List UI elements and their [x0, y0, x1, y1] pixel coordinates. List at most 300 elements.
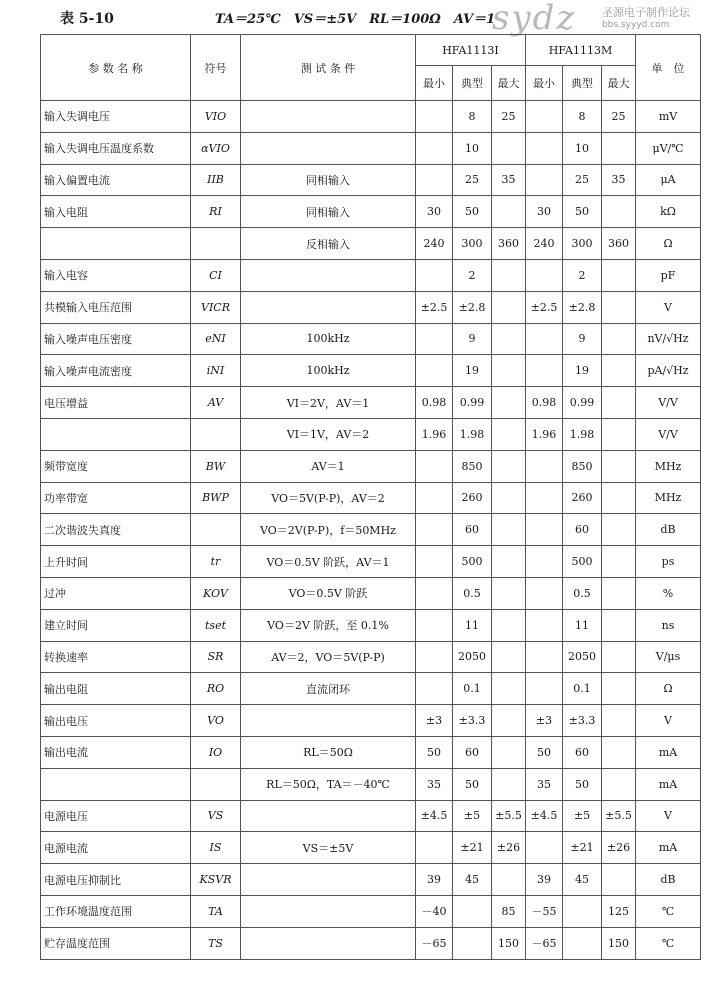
value-max-i — [492, 259, 526, 291]
value-min-m — [526, 832, 563, 864]
col-condition: 测 试 条 件 — [241, 35, 416, 101]
unit: V — [636, 705, 701, 737]
col-product-i: HFA1113I — [416, 35, 526, 66]
value-max-i — [492, 323, 526, 355]
value-max-i — [492, 482, 526, 514]
col-typ-i: 典型 — [453, 66, 492, 101]
value-min-m: 240 — [526, 228, 563, 260]
value-typ-m: 60 — [563, 514, 602, 546]
table-row — [41, 164, 701, 196]
param-name: 输入电阻 — [41, 196, 191, 228]
value-typ-i: 60 — [453, 514, 492, 546]
value-min-m — [526, 259, 563, 291]
value-max-m: 35 — [602, 164, 636, 196]
value-typ-m: 50 — [563, 196, 602, 228]
table-row — [41, 641, 701, 673]
param-name: 输入噪声电流密度 — [41, 355, 191, 387]
value-min-m — [526, 101, 563, 133]
unit: V/V — [636, 418, 701, 450]
table-row — [41, 546, 701, 578]
value-typ-i — [453, 927, 492, 959]
value-max-m — [602, 418, 636, 450]
table-row — [41, 864, 701, 896]
value-max-i — [492, 705, 526, 737]
unit: nV/√Hz — [636, 323, 701, 355]
value-typ-i: 10 — [453, 132, 492, 164]
param-name: 输入噪声电压密度 — [41, 323, 191, 355]
param-name: 输入失调电压 — [41, 101, 191, 133]
test-condition — [241, 895, 416, 927]
test-condition — [241, 864, 416, 896]
value-min-i: 39 — [416, 864, 453, 896]
unit: ns — [636, 609, 701, 641]
table-row — [41, 450, 701, 482]
test-conditions: TA＝25℃ VS＝±5V RL＝100Ω AV＝1 — [215, 12, 496, 27]
value-max-m: 360 — [602, 228, 636, 260]
value-max-m: ±26 — [602, 832, 636, 864]
value-max-m — [602, 673, 636, 705]
table-row — [41, 259, 701, 291]
value-max-m — [602, 196, 636, 228]
test-condition — [241, 800, 416, 832]
value-typ-m: 45 — [563, 864, 602, 896]
value-min-m — [526, 641, 563, 673]
param-symbol: tr — [191, 546, 241, 578]
value-min-i: －40 — [416, 895, 453, 927]
param-name: 转换速率 — [41, 641, 191, 673]
value-min-m — [526, 450, 563, 482]
value-max-m — [602, 450, 636, 482]
value-min-m — [526, 132, 563, 164]
test-condition: 100kHz — [241, 323, 416, 355]
table-row — [41, 832, 701, 864]
value-typ-m: 0.99 — [563, 387, 602, 419]
value-typ-i — [453, 895, 492, 927]
test-condition: VI＝1V，AV＝2 — [241, 418, 416, 450]
value-max-m — [602, 482, 636, 514]
value-min-i — [416, 101, 453, 133]
test-condition: VO＝0.5V 阶跃 — [241, 577, 416, 609]
value-typ-i: 300 — [453, 228, 492, 260]
value-typ-i: 9 — [453, 323, 492, 355]
table-row — [41, 418, 701, 450]
unit: kΩ — [636, 196, 701, 228]
value-min-m — [526, 577, 563, 609]
value-typ-i: 0.1 — [453, 673, 492, 705]
table-row — [41, 514, 701, 546]
param-symbol: VS — [191, 800, 241, 832]
test-condition — [241, 291, 416, 323]
value-min-m: －65 — [526, 927, 563, 959]
param-symbol: TS — [191, 927, 241, 959]
value-min-i — [416, 673, 453, 705]
value-min-m: 50 — [526, 736, 563, 768]
value-max-i — [492, 864, 526, 896]
value-min-i — [416, 514, 453, 546]
value-min-i: 240 — [416, 228, 453, 260]
value-max-m — [602, 705, 636, 737]
value-typ-i: ±2.8 — [453, 291, 492, 323]
value-typ-i: 11 — [453, 609, 492, 641]
value-typ-m: 0.5 — [563, 577, 602, 609]
value-typ-i: 260 — [453, 482, 492, 514]
value-typ-m: 2 — [563, 259, 602, 291]
header-row-products — [41, 35, 701, 66]
value-max-i: 85 — [492, 895, 526, 927]
value-typ-m: 19 — [563, 355, 602, 387]
param-symbol: BWP — [191, 482, 241, 514]
value-max-m — [602, 355, 636, 387]
table-row — [41, 196, 701, 228]
value-typ-i: 50 — [453, 196, 492, 228]
param-name — [41, 418, 191, 450]
value-typ-i: 0.5 — [453, 577, 492, 609]
value-min-m — [526, 546, 563, 578]
param-name: 输出电压 — [41, 705, 191, 737]
value-typ-i: 2 — [453, 259, 492, 291]
value-typ-m: ±5 — [563, 800, 602, 832]
value-max-m — [602, 577, 636, 609]
test-condition — [241, 705, 416, 737]
param-name: 共模输入电压范围 — [41, 291, 191, 323]
value-max-m — [602, 387, 636, 419]
value-min-i: －65 — [416, 927, 453, 959]
value-typ-m: ±21 — [563, 832, 602, 864]
unit: μA — [636, 164, 701, 196]
unit: mA — [636, 768, 701, 800]
value-max-i — [492, 132, 526, 164]
value-max-m — [602, 609, 636, 641]
value-typ-m: 50 — [563, 768, 602, 800]
param-symbol: iNI — [191, 355, 241, 387]
table-row — [41, 101, 701, 133]
test-condition: VS＝±5V — [241, 832, 416, 864]
unit: μV/℃ — [636, 132, 701, 164]
value-min-m: 30 — [526, 196, 563, 228]
test-condition: RL＝50Ω — [241, 736, 416, 768]
param-symbol — [191, 768, 241, 800]
param-symbol: CI — [191, 259, 241, 291]
value-typ-m: 10 — [563, 132, 602, 164]
param-name: 输出电阻 — [41, 673, 191, 705]
value-typ-m: 260 — [563, 482, 602, 514]
test-condition — [241, 259, 416, 291]
param-name: 二次谐波失真度 — [41, 514, 191, 546]
value-typ-m: 8 — [563, 101, 602, 133]
col-max-m: 最大 — [602, 66, 636, 101]
param-symbol: RI — [191, 196, 241, 228]
value-max-i — [492, 736, 526, 768]
unit: V/μs — [636, 641, 701, 673]
table-row — [41, 800, 701, 832]
param-name: 输入电容 — [41, 259, 191, 291]
param-name: 过冲 — [41, 577, 191, 609]
unit: pA/√Hz — [636, 355, 701, 387]
value-max-m: ±5.5 — [602, 800, 636, 832]
param-symbol: RO — [191, 673, 241, 705]
table-row — [41, 291, 701, 323]
table-body — [41, 101, 701, 960]
value-typ-m: 60 — [563, 736, 602, 768]
test-condition: RL＝50Ω，TA＝－40℃ — [241, 768, 416, 800]
param-symbol: tset — [191, 609, 241, 641]
value-typ-m: ±3.3 — [563, 705, 602, 737]
value-max-m — [602, 259, 636, 291]
test-condition — [241, 101, 416, 133]
value-max-i: ±26 — [492, 832, 526, 864]
param-symbol — [191, 418, 241, 450]
value-max-i — [492, 768, 526, 800]
table-row — [41, 673, 701, 705]
table-row — [41, 609, 701, 641]
value-max-m: 125 — [602, 895, 636, 927]
value-max-i: 360 — [492, 228, 526, 260]
value-max-m — [602, 641, 636, 673]
value-typ-m — [563, 927, 602, 959]
param-name: 输入失调电压温度系数 — [41, 132, 191, 164]
watermark — [492, 2, 702, 38]
param-name: 电压增益 — [41, 387, 191, 419]
value-max-i — [492, 196, 526, 228]
unit: Ω — [636, 673, 701, 705]
value-min-i — [416, 641, 453, 673]
param-name: 电源电压抑制比 — [41, 864, 191, 896]
param-name: 电源电流 — [41, 832, 191, 864]
value-min-m: ±4.5 — [526, 800, 563, 832]
test-condition: 同相输入 — [241, 196, 416, 228]
value-typ-i: 0.99 — [453, 387, 492, 419]
value-typ-i: 8 — [453, 101, 492, 133]
value-min-i: 35 — [416, 768, 453, 800]
table-row — [41, 132, 701, 164]
test-condition: VO＝0.5V 阶跃，AV＝1 — [241, 546, 416, 578]
test-condition: VO＝2V 阶跃，至 0.1% — [241, 609, 416, 641]
value-max-m — [602, 736, 636, 768]
test-condition — [241, 132, 416, 164]
unit: mV — [636, 101, 701, 133]
value-typ-m: 2050 — [563, 641, 602, 673]
value-min-m — [526, 323, 563, 355]
value-min-i: 0.98 — [416, 387, 453, 419]
value-min-i — [416, 482, 453, 514]
value-min-i — [416, 259, 453, 291]
col-typ-m: 典型 — [563, 66, 602, 101]
test-condition: 100kHz — [241, 355, 416, 387]
table-row — [41, 482, 701, 514]
value-max-m — [602, 768, 636, 800]
spec-table — [40, 34, 701, 960]
unit: mA — [636, 736, 701, 768]
unit: Ω — [636, 228, 701, 260]
value-min-i — [416, 609, 453, 641]
value-min-i — [416, 577, 453, 609]
value-max-m: 25 — [602, 101, 636, 133]
test-condition: VO＝5V(P-P)，AV＝2 — [241, 482, 416, 514]
value-min-i — [416, 355, 453, 387]
table-row — [41, 768, 701, 800]
watermark-logo: sydz — [492, 0, 577, 38]
value-max-m: 150 — [602, 927, 636, 959]
watermark-site-name: 圣源电子制作论坛 — [602, 6, 690, 19]
value-max-m — [602, 864, 636, 896]
unit: ps — [636, 546, 701, 578]
value-typ-m: ±2.8 — [563, 291, 602, 323]
value-typ-i: 50 — [453, 768, 492, 800]
value-typ-i: 1.98 — [453, 418, 492, 450]
value-min-i — [416, 164, 453, 196]
value-max-i — [492, 577, 526, 609]
table-row — [41, 323, 701, 355]
param-symbol: VO — [191, 705, 241, 737]
param-name: 功率带宽 — [41, 482, 191, 514]
value-typ-m: 11 — [563, 609, 602, 641]
unit: dB — [636, 864, 701, 896]
unit: mA — [636, 832, 701, 864]
param-symbol: VIO — [191, 101, 241, 133]
table-row — [41, 387, 701, 419]
param-symbol: AV — [191, 387, 241, 419]
value-min-i — [416, 323, 453, 355]
value-min-i — [416, 132, 453, 164]
table-row — [41, 705, 701, 737]
table-row — [41, 228, 701, 260]
param-name: 工作环境温度范围 — [41, 895, 191, 927]
col-param-name: 参 数 名 称 — [41, 35, 191, 101]
param-symbol: KOV — [191, 577, 241, 609]
table-row — [41, 927, 701, 959]
value-typ-i: 25 — [453, 164, 492, 196]
value-max-i — [492, 291, 526, 323]
value-max-i — [492, 355, 526, 387]
value-min-m: 39 — [526, 864, 563, 896]
param-symbol: VICR — [191, 291, 241, 323]
value-max-i: 35 — [492, 164, 526, 196]
test-condition: AV＝1 — [241, 450, 416, 482]
test-condition: 反相输入 — [241, 228, 416, 260]
col-unit: 单 位 — [636, 35, 701, 101]
value-min-m: 0.98 — [526, 387, 563, 419]
value-max-i: 150 — [492, 927, 526, 959]
value-min-m: 1.96 — [526, 418, 563, 450]
param-symbol: BW — [191, 450, 241, 482]
value-typ-i: ±3.3 — [453, 705, 492, 737]
param-symbol: KSVR — [191, 864, 241, 896]
value-max-m — [602, 291, 636, 323]
test-condition: VI＝2V，AV＝1 — [241, 387, 416, 419]
param-name: 输出电流 — [41, 736, 191, 768]
value-min-m — [526, 673, 563, 705]
table-row — [41, 355, 701, 387]
value-typ-i: 500 — [453, 546, 492, 578]
value-typ-i: 60 — [453, 736, 492, 768]
value-min-i: ±2.5 — [416, 291, 453, 323]
value-min-m: 35 — [526, 768, 563, 800]
value-max-m — [602, 546, 636, 578]
col-min-i: 最小 — [416, 66, 453, 101]
watermark-url: bbs.syyyd.com — [602, 20, 670, 30]
param-name — [41, 768, 191, 800]
value-min-m: ±3 — [526, 705, 563, 737]
value-typ-i: 45 — [453, 864, 492, 896]
param-name: 电源电压 — [41, 800, 191, 832]
table-row — [41, 736, 701, 768]
col-min-m: 最小 — [526, 66, 563, 101]
unit: ℃ — [636, 927, 701, 959]
value-typ-m: 25 — [563, 164, 602, 196]
value-max-i: 25 — [492, 101, 526, 133]
value-typ-m: 9 — [563, 323, 602, 355]
value-typ-i: 2050 — [453, 641, 492, 673]
param-name — [41, 228, 191, 260]
table-row — [41, 577, 701, 609]
col-symbol: 符号 — [191, 35, 241, 101]
param-symbol: IO — [191, 736, 241, 768]
value-min-m — [526, 514, 563, 546]
value-min-i — [416, 450, 453, 482]
param-symbol: SR — [191, 641, 241, 673]
value-typ-m — [563, 895, 602, 927]
value-max-m — [602, 323, 636, 355]
value-typ-m: 1.98 — [563, 418, 602, 450]
table-number: 表 5-10 — [60, 11, 114, 27]
value-min-m: ±2.5 — [526, 291, 563, 323]
value-typ-m: 500 — [563, 546, 602, 578]
value-typ-i: 850 — [453, 450, 492, 482]
value-max-i: ±5.5 — [492, 800, 526, 832]
test-condition: AV＝2，VO＝5V(P-P) — [241, 641, 416, 673]
unit: ℃ — [636, 895, 701, 927]
value-max-i — [492, 546, 526, 578]
value-typ-m: 850 — [563, 450, 602, 482]
value-typ-m: 300 — [563, 228, 602, 260]
value-min-i: 30 — [416, 196, 453, 228]
value-max-m — [602, 132, 636, 164]
param-name: 频带宽度 — [41, 450, 191, 482]
param-symbol — [191, 228, 241, 260]
unit: MHz — [636, 482, 701, 514]
value-max-i — [492, 514, 526, 546]
param-symbol: TA — [191, 895, 241, 927]
value-min-m — [526, 482, 563, 514]
value-min-m: －55 — [526, 895, 563, 927]
value-typ-m: 0.1 — [563, 673, 602, 705]
unit: pF — [636, 259, 701, 291]
value-max-i — [492, 450, 526, 482]
test-condition: 直流闭环 — [241, 673, 416, 705]
param-name: 建立时间 — [41, 609, 191, 641]
value-min-i: ±4.5 — [416, 800, 453, 832]
unit: V/V — [636, 387, 701, 419]
value-max-i — [492, 418, 526, 450]
value-min-m — [526, 164, 563, 196]
value-typ-i: 19 — [453, 355, 492, 387]
test-condition: 同相输入 — [241, 164, 416, 196]
param-symbol: IIB — [191, 164, 241, 196]
value-min-i: 1.96 — [416, 418, 453, 450]
param-name: 贮存温度范围 — [41, 927, 191, 959]
value-min-i — [416, 832, 453, 864]
value-max-i — [492, 387, 526, 419]
param-name: 上升时间 — [41, 546, 191, 578]
value-max-m — [602, 514, 636, 546]
value-typ-i: ±5 — [453, 800, 492, 832]
param-symbol: IS — [191, 832, 241, 864]
param-symbol: αVIO — [191, 132, 241, 164]
unit: % — [636, 577, 701, 609]
value-min-m — [526, 609, 563, 641]
unit: V — [636, 291, 701, 323]
value-min-i: ±3 — [416, 705, 453, 737]
